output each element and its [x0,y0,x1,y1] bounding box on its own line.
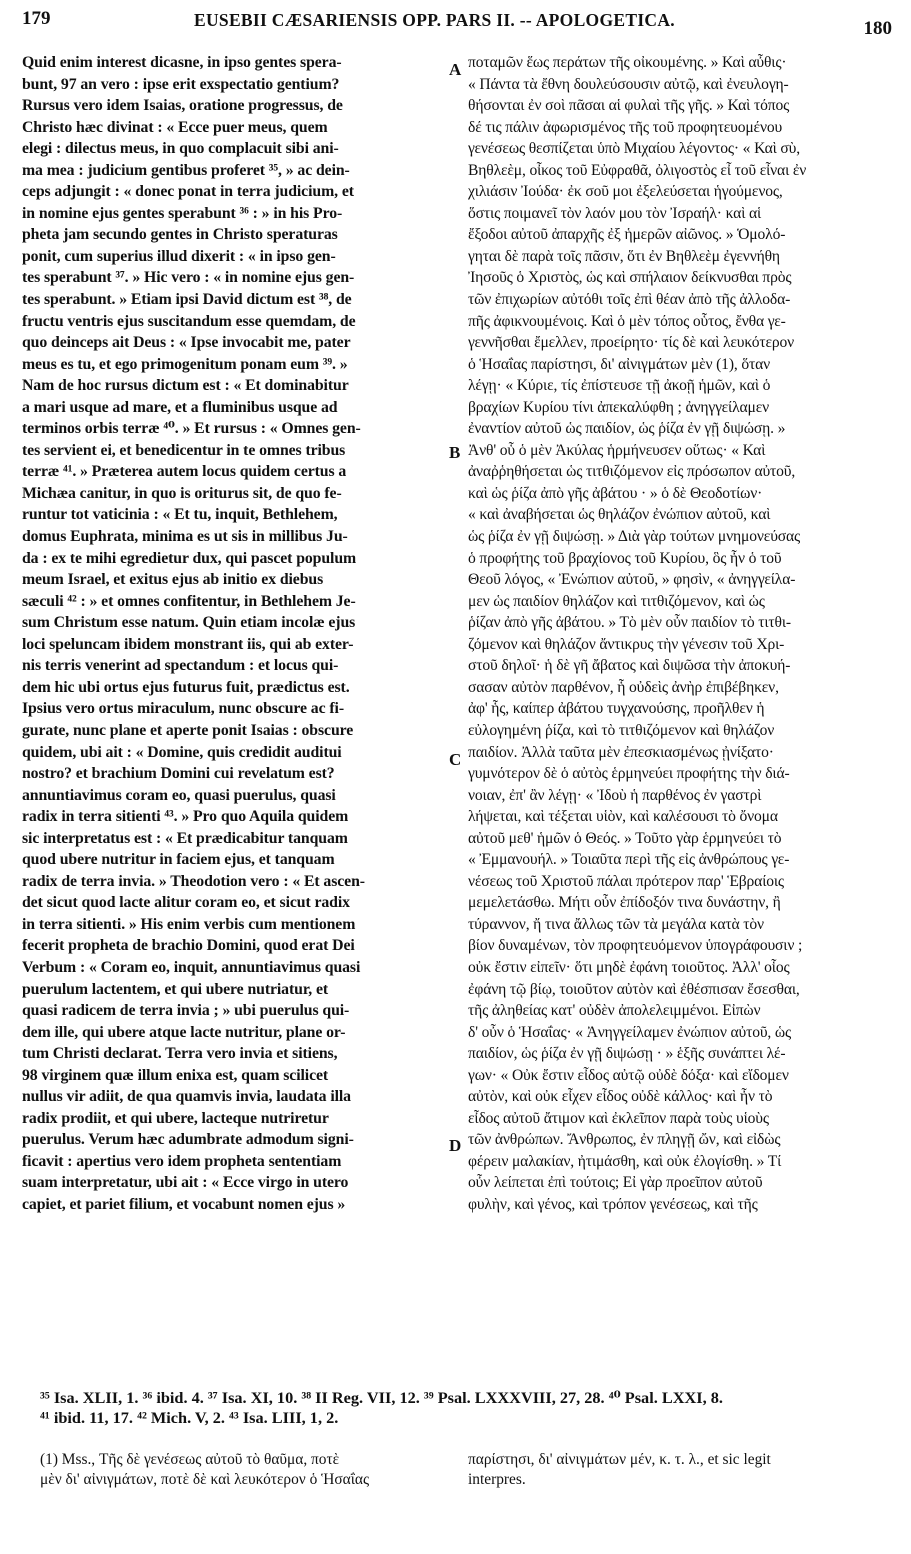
latin-text-line: suam interpretatur, ubi ait : « Ecce virgo in utero [22,1174,349,1192]
latin-text-line: Quid enim interest dicasne, in ipso gentes spera- [22,54,342,71]
greek-text-line: γων· « Οὐκ ἔστιν εἶδος αὐτῷ οὐδὲ δόξα· καὶ εἴδομεν [468,1066,789,1084]
greek-text-line: οὐκ ἔστιν εἰπεῖν· ὅτι μηδὲ ἐφάνη τοιοῦτος. Ἀλλ' οἷος [468,958,790,976]
greek-text-line: τῶν ἀνθρώπων. Ἄνθρωπος, ἐν πληγῇ ὤν, καὶ εἰδὼς [468,1131,781,1149]
running-header [22,8,892,42]
greek-text-line: τῶν ἐπιχωρίων αὐτόθι τοῖς ἐπὶ θέαν ἀπὸ τῆς ἀλλοδα- [468,291,791,309]
greek-text-line: γενέσεως θεσπίζεται ὑπὸ Μιχαίου λέγοντος· « Καὶ σὺ, [468,140,800,158]
greek-text-line: ὅστις ποιμανεῖ τὸν λαόν μου τὸν Ἰσραήλ· καὶ αἱ [468,204,762,222]
greek-text-line: βίον δυναμένων, τὸν προφητευόμενον ὑπογράφουσιν ; [468,937,803,955]
latin-text-line: terræ ⁴¹. » Præterea autem locus quidem certus a [22,463,347,481]
latin-text-line: da : ex te mihi egredietur dux, qui pascet populum [22,549,357,567]
latin-text-line: in terra sitienti. » His enim verbis cum mentionem [22,915,356,933]
greek-text-line: μεν ὡς παιδίον θηλάζον καὶ τιτθιζόμενον, καὶ ὡς [468,592,765,610]
latin-text-line: tes servient ei, et benedicentur in te omnes tribus [22,441,346,459]
footnote-line: interpres. [468,1471,526,1488]
greek-text-line: δ' οὖν ὁ Ἡσαΐας· « Ἀνηγγείλαμεν ἐνώπιον αὐτοῦ, ὡς [468,1023,792,1041]
latin-text-line: puerulus. Verum hæc adumbrate admodum signi- [22,1131,354,1149]
latin-text-line: Verbum : « Coram eo, inquit, annuntiavimus quasi [22,958,361,976]
greek-text-line: πῆς ἀφικνουμένοις. Καὶ ὁ μὲν τόπος οὗτος, ἔνθα γε- [468,312,786,330]
latin-text-line: ficavit : apertius vero idem propheta sententiam [22,1152,342,1170]
greek-text-line: ῥίζαν ἀπὸ γῆς ἀβάτου. » Τὸ μὲν οὖν παιδίον τὸ τιτθι- [468,614,791,632]
greek-text-line: παιδίον, ὡς ῥίζα ἐν γῇ διψώσῃ · » ἑξῆς συνάπτει λέ- [468,1045,786,1063]
greek-text-line: ἀναῤῥηθήσεται ὡς τιτθιζόμενον εἰς πρόσωπον αὐτοῦ, [468,463,796,481]
greek-text-line: εὐλογημένη ῥίζα, καὶ τὸ τιτθιζόμενον καὶ θηλάζον [468,721,775,739]
latin-text-line: radix de terra invia. » Theodotion vero : « Et ascen- [22,872,365,890]
greek-text-line: Ἀνθ' οὗ ὁ μὲν Ἀκύλας ἡρμήνευσεν οὕτως· « Καὶ [468,441,766,459]
latin-text-line: quod ubere nutritur in faciem ejus, et tanquam [22,851,335,869]
latin-text-line: dem ille, qui ubere atque lacte nutritur, plane or- [22,1023,346,1041]
greek-text-line: αὐτὸν, καὶ οὐκ εἶχεν εἶδος οὐδὲ κάλλος· καὶ ἦν τὸ [468,1088,773,1106]
greek-text-line: αὐτοῦ μεθ' ἡμῶν ὁ Θεός. » Τοῦτο γὰρ ἑρμηνεύει τὸ [468,829,782,847]
latin-text-line: gurate, nunc plane et aperte ponit Isaias : obscure [22,721,354,739]
latin-text-line: loci speluncam ibidem monstrant iis, qui ab exter- [22,635,354,653]
greek-text-line: ἐφάνη τῷ βίῳ, τοιοῦτον αὐτὸν καὶ ἐθέσπισαν ἔσεσθαι, [468,980,800,998]
latin-text-line: sæculi ⁴² : » et omnes confitentur, in Bethlehem Je- [22,592,356,610]
greek-text-line: δέ τις πάλιν ἀφωρισμένος τῆς τοῦ προφητευομένου [468,118,783,136]
latin-text-line: terminos orbis terræ ⁴⁰. » Et rursus : « Omnes gen- [22,420,361,438]
latin-text-line: Christo hæc divinat : « Ecce puer meus, quem [22,118,328,136]
latin-text-line: quidem, ubi ait : « Domine, quis credidit auditui [22,743,342,761]
latin-text-line: capiet, et pariet filium, et vocabunt nomen ejus » [22,1195,346,1213]
latin-text-line: ma mea : judicium gentibus proferet ³⁵, » ac dein- [22,161,350,179]
latin-text-line: a mari usque ad mare, et a fluminibus usque ad [22,398,338,416]
margin-letter-a: A [449,60,462,79]
latin-column [22,52,446,1216]
latin-text-line: quasi radicem de terra invia ; » ubi puerulus qui- [22,1002,350,1020]
latin-text-line: Rursus vero idem Isaias, oratione progressus, de [22,97,343,115]
latin-text-line: Michæa canitur, in quo is oriturus sit, de quo fe- [22,484,342,502]
greek-text-line: γυμνότερον δὲ ὁ αὐτὸς ἑρμηνεύει προφήτης τὴν διά- [468,765,790,783]
latin-text-line: puerulum lactentem, et qui ubere nutriatur, et [22,980,329,998]
latin-text-line: sic interpretatus est : « Et prædicabitur tanquam [22,829,348,847]
latin-text-line: ponit, cum superius illud dixerit : « in ipso gen- [22,247,336,265]
latin-text-line: fecerit propheta de brachio Domini, quod erat Dei [22,937,355,955]
reference-line: ³⁵ Isa. XLII, 1. ³⁶ ibid. 4. ³⁷ Isa. XI, 10. ³⁸ II Reg. VII, 12. ³⁹ Psal. LXXXVIII, 27, 28. ⁴⁰ Psal. LXXI, 8. [40,1388,723,1407]
greek-text-line: τῆς ἀληθείας κατ' οὐδὲν ἀπολελειμμένοι. Εἰπὼν [468,1002,761,1020]
greek-text-line: « Πάντα τὰ ἔθνη δουλεύσουσιν αὐτῷ, καὶ ἐνευλογη- [468,75,789,93]
greek-text-line: Θεοῦ λόγος, « Ἐνώπιον αὐτοῦ, » φησὶν, « ἀνηγγείλα- [468,571,796,589]
greek-text-line: τύραννον, ἤ τινα ἄλλως τῶν τὰ μεγάλα κατὰ τὸν [468,915,764,933]
greek-text-line: παιδίον. Ἀλλὰ ταῦτα μὲν ἐπεσκιασμένως ᾐνίξατο· [468,743,774,761]
latin-text-line: radix prodiit, et qui ubere, lacteque nutriretur [22,1109,329,1127]
running-title: EUSEBII CÆSARIENSIS OPP. PARS II. -- APOLOGETICA. [194,10,675,30]
page-number-right: 180 [863,18,892,39]
latin-text-line: in nomine ejus gentes sperabunt ³⁶ : » in his Pro- [22,204,343,222]
latin-text-line: nullus vir adiit, de qua quamvis invia, laudata illa [22,1088,351,1106]
latin-text-line: radix in terra sitienti ⁴³. » Pro quo Aquila quidem [22,808,349,826]
latin-text-line: domus Euphrata, minima es ut sis in millibus Ju- [22,528,348,546]
greek-text-line: νέσεως τοῦ Χριστοῦ πάλαι πρότερον παρ' Ἑβραίοις [468,872,784,890]
latin-text-line: meum Israel, et exitus ejus ab initio ex diebus [22,571,324,589]
greek-text-line: γεννῆσθαι ἔμελλεν, προείρητο· τίς δὲ καὶ λευκότερον [468,334,795,352]
greek-text-line: ἀφ' ἧς, καίπερ ἀβάτου τυγχανούσης, προῆλθεν ἡ [468,700,765,718]
latin-text-line: ceps adjungit : « donec ponat in terra judicium, et [22,183,354,201]
latin-text-line: pheta jam secundo gentes in Christo speraturas [22,226,338,244]
latin-text-line: bunt, 97 an vero : ipse erit exspectatio gentium? [22,75,340,93]
greek-text-line: ὁ Ἡσαΐας παρίστησι, δι' αἰνιγμάτων μὲν (1), ὅταν [468,355,771,373]
greek-text-line: σασαν αὐτὸν παρθένον, ἧ οὐδεὶς ἀνὴρ ἐπιβέβηκεν, [468,678,779,696]
latin-text-line: fructu ventris ejus suscitandum esse quemdam, de [22,312,356,330]
footnote-line: (1) Mss., Τῆς δὲ γενέσεως αὐτοῦ τὸ θαῦμα, ποτὲ [40,1451,340,1468]
greek-text-line: νοιαν, ἐπ' ἂν λέγῃ· « Ἰδοὺ ἡ παρθένος ἐν γαστρὶ [468,786,762,804]
greek-text-line: γηται δὲ παρὰ τοῖς πᾶσιν, ὅτι ἐν Βηθλεὲμ ἐγεννήθη [468,247,780,265]
latin-text-line: meus es tu, et ego primogenitum ponam eum ³⁹. » [22,355,348,373]
greek-text-line: φυλὴν, καὶ γένος, καὶ τρόπον γενέσεως, καὶ τῆς [468,1195,758,1213]
greek-text-line: χιλιάσιν Ἰούδα· ἐκ σοῦ μοι ἐξελεύσεται ἡγούμενος, [468,183,783,201]
greek-text-line: ζόμενον καὶ θηλάζον ἄντικρυς τὴν γένεσιν τοῦ Χρι- [468,635,785,653]
latin-text-line: 98 virginem quæ illum enixa est, quam scilicet [22,1066,329,1084]
footnote-line: παρίστησι, δι' αἰνιγμάτων μέν, κ. τ. λ., et sic legit [468,1451,771,1468]
margin-letter-b: B [449,443,461,462]
greek-text-line: ἔξοδοι αὐτοῦ ἀπαρχῆς ἐξ ἡμερῶν αἰῶνος. » Ὁμολό- [468,226,786,244]
footnote-right [468,1450,888,1490]
greek-text-line: Ἰησοῦς ὁ Χριστὸς, ὡς καὶ σπήλαιον δείκνυσθαι πρὸς [468,269,792,287]
latin-text-line: tum Christi declarat. Terra vero invia et sitiens, [22,1045,338,1063]
latin-text-line: elegi : dilectus meus, in quo complacuit sibi ani- [22,140,339,158]
greek-text-line: φέρειν μαλακίαν, ἠτιμάσθη, καὶ οὐκ ἐλογίσθη. » Τί [468,1152,782,1170]
greek-text-line: Βηθλεὲμ, οἶκος τοῦ Εὐφραθᾶ, ὀλιγοστὸς εἶ τοῦ εἶναι ἐν [468,161,807,179]
latin-text-line: det sicut quod lacte alitur coram eo, et sicut radix [22,894,350,912]
latin-text-line: tes sperabunt. » Etiam ipsi David dictum est ³⁸, de [22,291,352,309]
latin-text-line: sum Christum esse natum. Quin etiam incolæ ejus [22,614,356,632]
greek-text-line: ποταμῶν ἕως περάτων τῆς οἰκουμένης. » Καὶ αὖθις· [468,54,787,71]
latin-text-line: nostro? et brachium Domini cui revelatum est? [22,765,335,783]
latin-text-line: tes sperabunt ³⁷. » Hic vero : « in nomine ejus gen- [22,269,355,287]
latin-text-line: Ipsius vero ortus miraculum, nunc obscure ac fi- [22,700,344,718]
greek-text-line: ἐναντίον αὐτοῦ ὡς παιδίον, ὡς ῥίζα ἐν γῇ διψώσῃ. » [468,420,786,438]
greek-text-line: μεμελετάσθω. Μήτι οὖν ἐπίδοξόν τινα δυνάστην, ἢ [468,894,781,912]
scripture-references [40,1388,900,1428]
footnote-line: μὲν δι' αἰνιγμάτων, ποτὲ δὲ καὶ λευκότερον ὁ Ἡσαΐας [40,1471,370,1488]
footnote-left [40,1450,450,1490]
latin-text-line: quo deinceps ait Deus : « Ipse invocabit me, pater [22,334,351,352]
greek-text-line: « Ἐμμανουήλ. » Τοιαῦτα περὶ τῆς εἰς ἀνθρώπους γε- [468,851,790,869]
greek-text-line: « καὶ ἀναβήσεται ὡς θηλάζον ἐνώπιον αὐτοῦ, καὶ [468,506,771,524]
latin-text-line: Nam de hoc rursus dictum est : « Et dominabitur [22,377,349,395]
greek-text-line: στοῦ δηλοῖ· ἡ δὲ γῆ ἄβατος καὶ διψῶσα τὴν ἀποκυή- [468,657,791,675]
margin-letter-d: D [449,1136,462,1155]
greek-column [468,52,892,1216]
page-number-left: 179 [22,8,51,29]
margin-letter-c: C [449,750,462,769]
latin-text-line: runtur tot vaticinia : « Et tu, inquit, Bethlehem, [22,506,338,524]
greek-text-line: θήσονται ἐν σοὶ πᾶσαι αἱ φυλαὶ τῆς γῆς. » Καὶ τόπος [468,97,790,115]
greek-text-line: καὶ ὡς ῥίζα ἀπὸ γῆς ἀβάτου · » ὁ δὲ Θεοδοτίων· [468,484,763,502]
greek-text-line: εἶδος αὐτοῦ ἄτιμον καὶ ἐκλεῖπον παρὰ τοὺς υἱοὺς [468,1109,769,1127]
reference-line: ⁴¹ ibid. 11, 17. ⁴² Mich. V, 2. ⁴³ Isa. LIII, 1, 2. [40,1408,339,1427]
latin-text-line: annuntiavimus coram eo, quasi puerulus, quasi [22,786,336,804]
greek-text-line: ὡς ῥίζα ἐν γῇ διψώσῃ. » Διὰ γὰρ τούτων μνημονεύσας [468,528,801,546]
greek-text-line: ὁ προφήτης τοῦ βραχίονος τοῦ Κυρίου, ὃς ἦν ὁ τοῦ [468,549,782,567]
greek-text-line: λήψεται, καὶ τέξεται υἱὸν, καὶ καλέσουσι τὸ ὄνομα [468,808,778,826]
latin-text-line: dem hic ubi ortus ejus futurus fuit, prædictus est. [22,678,350,696]
greek-text-line: λέγῃ· « Κύριε, τίς ἐπίστευσε τῇ ἀκοῇ ἡμῶν, καὶ ὁ [468,377,771,395]
latin-text-line: nis terris venerint ad spectandum : et locus qui- [22,657,339,675]
greek-text-line: βραχίων Κυρίου τίνι ἀπεκαλύφθη ; ἀνηγγείλαμεν [468,398,770,416]
greek-text-line: οὖν λείπεται ἐπὶ τούτοις; Εἰ γὰρ προεῖπον αὐτοῦ [468,1174,763,1192]
